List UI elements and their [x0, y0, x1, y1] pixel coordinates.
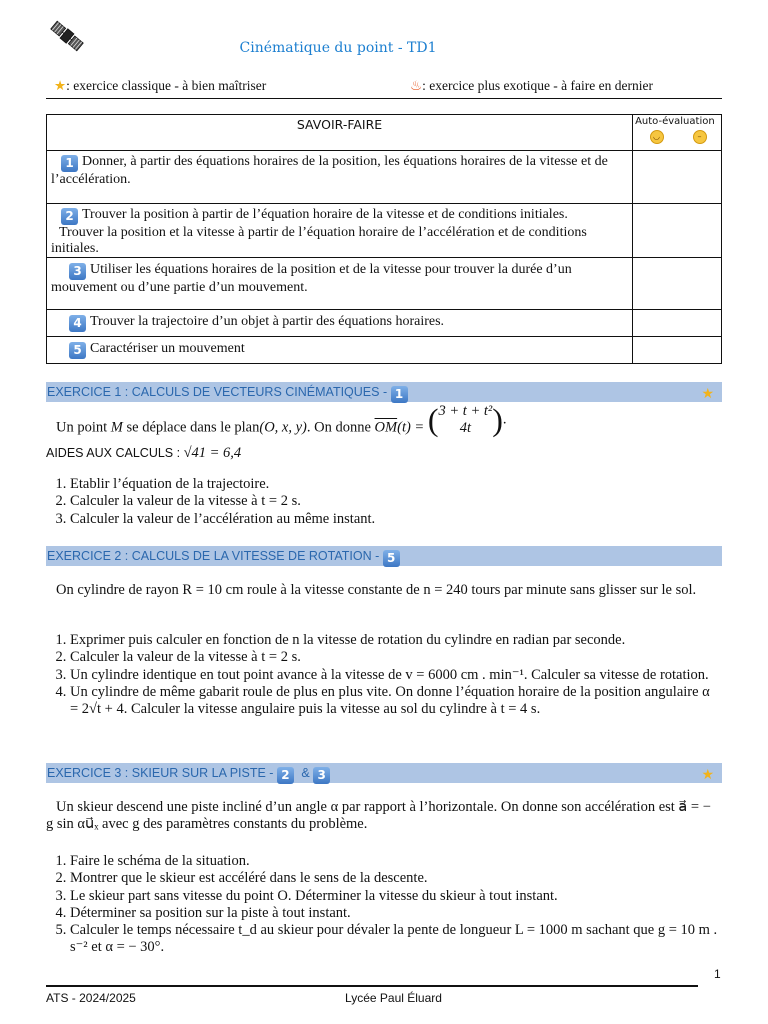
- legend-exotic: ♨: exercice plus exotique - à faire en dernier: [410, 78, 653, 94]
- badge-3: 3: [69, 263, 86, 280]
- question: 3. Calculer la valeur de l’accélération au même instant.: [70, 511, 716, 528]
- exercise-1-intro: Un point M se déplace dans le plan(O, x, y). On donne $\overline{OM}(t)$ = ( 3 + t + t² 4t ).: [56, 401, 507, 438]
- star-icon: ★: [701, 386, 714, 402]
- auto-evaluation-header: Auto-évaluation ◡ –: [633, 115, 722, 151]
- savoir-faire-header: SAVOIR-FAIRE: [47, 115, 633, 151]
- badge-4: 4: [69, 315, 86, 332]
- question: 3. Le skieur part sans vitesse du point O. Déterminer la vitesse du skieur à tout instant.: [70, 888, 720, 905]
- question: 3. Un cylindre identique en tout point avance à la vitesse de v = 6000 cm . min⁻¹. Calculer sa vitesse de rotation.: [70, 667, 720, 684]
- badge-1: 1: [391, 386, 408, 403]
- badge-2: 2: [61, 208, 78, 225]
- exercise-3-header: EXERCICE 3 : SKIEUR SUR LA PISTE - 2 & 3 ★: [46, 763, 722, 783]
- exercise-2-questions: [46, 632, 720, 718]
- footer-school: Lycée Paul Éluard: [345, 991, 442, 1005]
- skill-row-2: 2 Trouver la position à partir de l’équation horaire de la vitesse et de conditions initiales. Trouver la position et la vitesse à partir de l’équation horaire de l’accélération et de conditions initiales.: [47, 204, 633, 258]
- page-number: 1: [714, 967, 721, 981]
- question: 4. Déterminer sa position sur la piste à tout instant.: [70, 905, 720, 922]
- exercise-2-header: EXERCICE 2 : CALCULS DE LA VITESSE DE ROTATION - 5: [46, 546, 722, 566]
- star-icon: ★: [54, 78, 67, 94]
- savoir-faire-table: [46, 114, 722, 364]
- page-title: Cinématique du point - TD1: [239, 40, 437, 56]
- skill-row-5: 5 Caractériser un mouvement: [47, 337, 633, 364]
- question: 4. Un cylindre de même gabarit roule de plus en plus vite. On donne l’équation horaire de la position angulaire α = 2√t + 4. Calculer la vitesse angulaire puis la vitesse au sol du cylindre à t = 4 s.: [70, 684, 720, 719]
- question: 1. Faire le schéma de la situation.: [70, 853, 720, 870]
- badge-3: 3: [313, 767, 330, 784]
- footer-divider: [46, 985, 698, 987]
- star-icon: ★: [701, 767, 714, 783]
- self-eval-cell-2[interactable]: [633, 204, 722, 258]
- self-eval-cell-5[interactable]: [633, 337, 722, 364]
- exercise-3-questions: [46, 853, 720, 957]
- skill-row-4: 4 Trouver la trajectoire d’un objet à partir des équations horaires.: [47, 310, 633, 337]
- question: 2. Calculer la valeur de la vitesse à t = 2 s.: [70, 649, 720, 666]
- calc-help: AIDES AUX CALCULS : √41 = 6,4: [46, 445, 242, 461]
- legend-divider: [46, 98, 722, 99]
- exercise-3-intro: Un skieur descend une piste incliné d’un angle α par rapport à l’horizontale. On donne son accélération est a⃗ = − g sin αu⃗ₓ avec g des paramètres constants du problème.: [46, 799, 711, 832]
- fire-icon: ♨: [410, 78, 423, 94]
- exercise-1-questions: [46, 476, 716, 528]
- question: 2. Montrer que le skieur est accéléré dans le sens de la descente.: [70, 870, 720, 887]
- exercise-1-header: EXERCICE 1 : CALCULS DE VECTEURS CINÉMATIQUES - 1 ★: [46, 382, 722, 402]
- self-eval-cell-1[interactable]: [633, 151, 722, 204]
- happy-face-icon: ◡: [650, 130, 664, 144]
- exercise-2-intro: On cylindre de rayon R = 10 cm roule à la vitesse constante de n = 240 tours par minute sans glisser sur le sol.: [56, 582, 697, 598]
- question: 1. Etablir l’équation de la trajectoire.: [70, 476, 716, 493]
- self-eval-cell-3[interactable]: [633, 258, 722, 310]
- skill-row-1: 1 Donner, à partir des équations horaires de la position, les équations horaires de la vitesse et de l’accélération.: [47, 151, 633, 204]
- self-eval-cell-4[interactable]: [633, 310, 722, 337]
- neutral-face-icon: –: [693, 130, 707, 144]
- legend-classic: ★: exercice classique - à bien maîtriser: [54, 78, 267, 94]
- badge-1: 1: [61, 155, 78, 172]
- badge-2: 2: [277, 767, 294, 784]
- question: 1. Exprimer puis calculer en fonction de n la vitesse de rotation du cylindre en radian par seconde.: [70, 632, 720, 649]
- question: 5. Calculer le temps nécessaire t_d au skieur pour dévaler la pente de longueur L = 1000 m sachant que g = 10 m . s⁻² et α = − 30°.: [70, 922, 720, 957]
- question: 2. Calculer la valeur de la vitesse à t = 2 s.: [70, 493, 716, 510]
- badge-5: 5: [383, 550, 400, 567]
- skill-row-3: 3 Utiliser les équations horaires de la position et de la vitesse pour trouver la durée d’un mouvement ou d’une partie d’un mouvement.: [47, 258, 633, 310]
- badge-5: 5: [69, 342, 86, 359]
- footer-year: ATS - 2024/2025: [46, 991, 136, 1005]
